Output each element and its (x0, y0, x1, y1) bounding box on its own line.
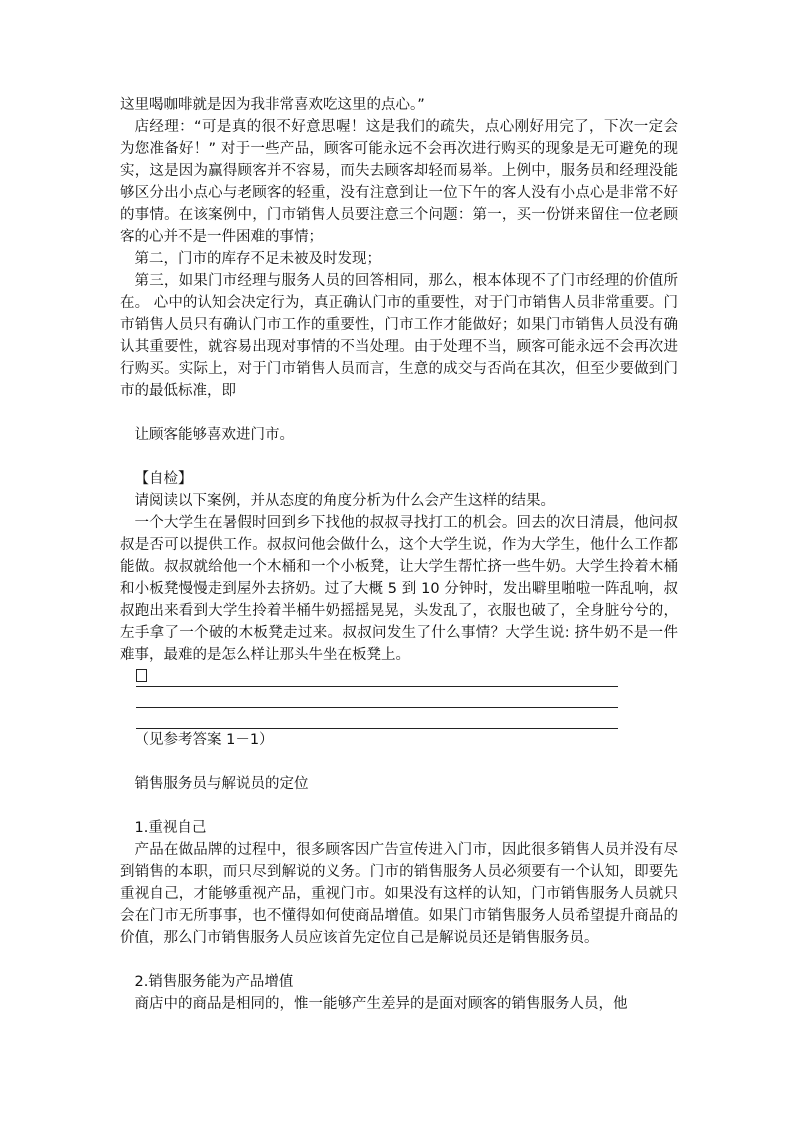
paragraph: 产品在做品牌的过程中，很多顾客因广告宣传进入门市，因此很多销售人员并没有尽到销售的本职，而只尽到解说的义务。门市的销售服务人员必须要有一个认知，即要先重视自己，才能够重视产品，重视门市。如果没有这样的认知，门市销售服务人员就只会在门市无所事事，也不懂得如何使商品增值。如果门市销售服务人员希望提升商品的价值，那么门市销售服务人员应该首先定位自己是解说员还是销售服务员。 (120, 842, 678, 946)
checkbox-icon (136, 669, 147, 682)
standard-statement: 让顾客能够喜欢进门市。 (134, 427, 294, 443)
paragraph: 这里喝咖啡就是因为我非常喜欢吃这里的点心。” (120, 97, 425, 113)
reference-note: （见参考答案 1－1） (134, 732, 274, 748)
answer-line[interactable] (136, 666, 618, 687)
section-title: 销售服务员与解说员的定位 (134, 776, 309, 792)
case-story: 一个大学生在暑假时回到乡下找他的叔叔寻找打工的机会。回去的次日清晨，他问叔叔是否可以提供工作。叔叔问他会做什么，这个大学生说，作为大学生，他什么工作都能做。叔叔就给他一个木桶和一个小板凳，让大学生帮忙挤一些牛奶。大学生拎着木桶和小板凳慢慢走到屋外去挤奶。过了大概 5 到 10 分钟时，发出噼里啪啦一阵乱响，叔叔跑出来看到大学生拎着半桶牛奶摇摇晃晃，头发乱了，衣服也破了，全身脏兮兮的，左手拿了一个破的木板凳走过来。叔叔问发生了什么事情？大学生说: 挤牛奶不是一件难事，最难的是怎么样让那头牛坐在板凳上。 (120, 515, 678, 663)
document-page (120, 94, 678, 1015)
self-check-instruction: 请阅读以下案例，并从态度的角度分析为什么会产生这样的结果。 (134, 493, 555, 509)
subsection-title: 2.销售服务能为产品增值 (134, 974, 294, 990)
paragraph: 店经理：“可是真的很不好意思喔！这是我们的疏失，点心刚好用完了，下次一定会为您准备好！” 对于一些产品，顾客可能永远不会再次进行购买的现象是无可避免的现实，这是因为赢得顾客并不容易，而失去顾客却轻而易举。上例中，服务员和经理没能够区分出小点心与老顾客的轻重，没有注意到让一位下午的客人没有小点心是非常不好的事情。在该案例中，门市销售人员要注意三个问题：第一，买一份饼来留住一位老顾客的心并不是一件困难的事情； (120, 119, 678, 245)
subsection-title: 1.重视自己 (134, 820, 207, 836)
paragraph: 第二，门市的库存不足未被及时发现； (134, 251, 381, 267)
self-check-title: 【自检】 (134, 471, 193, 487)
answer-line[interactable] (136, 687, 618, 708)
paragraph: 第三，如果门市经理与服务人员的回答相同，那么，根本体现不了门市经理的价值所在。 心中的认知会决定行为，真正确认门市的重要性，对于门市销售人员非常重要。门市销售人员只有确认门市工作的重要性，门市工作才能做好；如果门市销售人员没有确认其重要性，就容易出现对事情的不当处理。由于处理不当，顾客可能永远不会再次进行购买。实际上，对于门市销售人员而言，生意的成交与否尚在其次，但至少要做到门市的最低标准，即 (120, 273, 678, 399)
paragraph: 商店中的商品是相同的，惟一能够产生差异的是面对顾客的销售服务人员，他 (134, 996, 628, 1012)
answer-line[interactable] (136, 708, 618, 729)
